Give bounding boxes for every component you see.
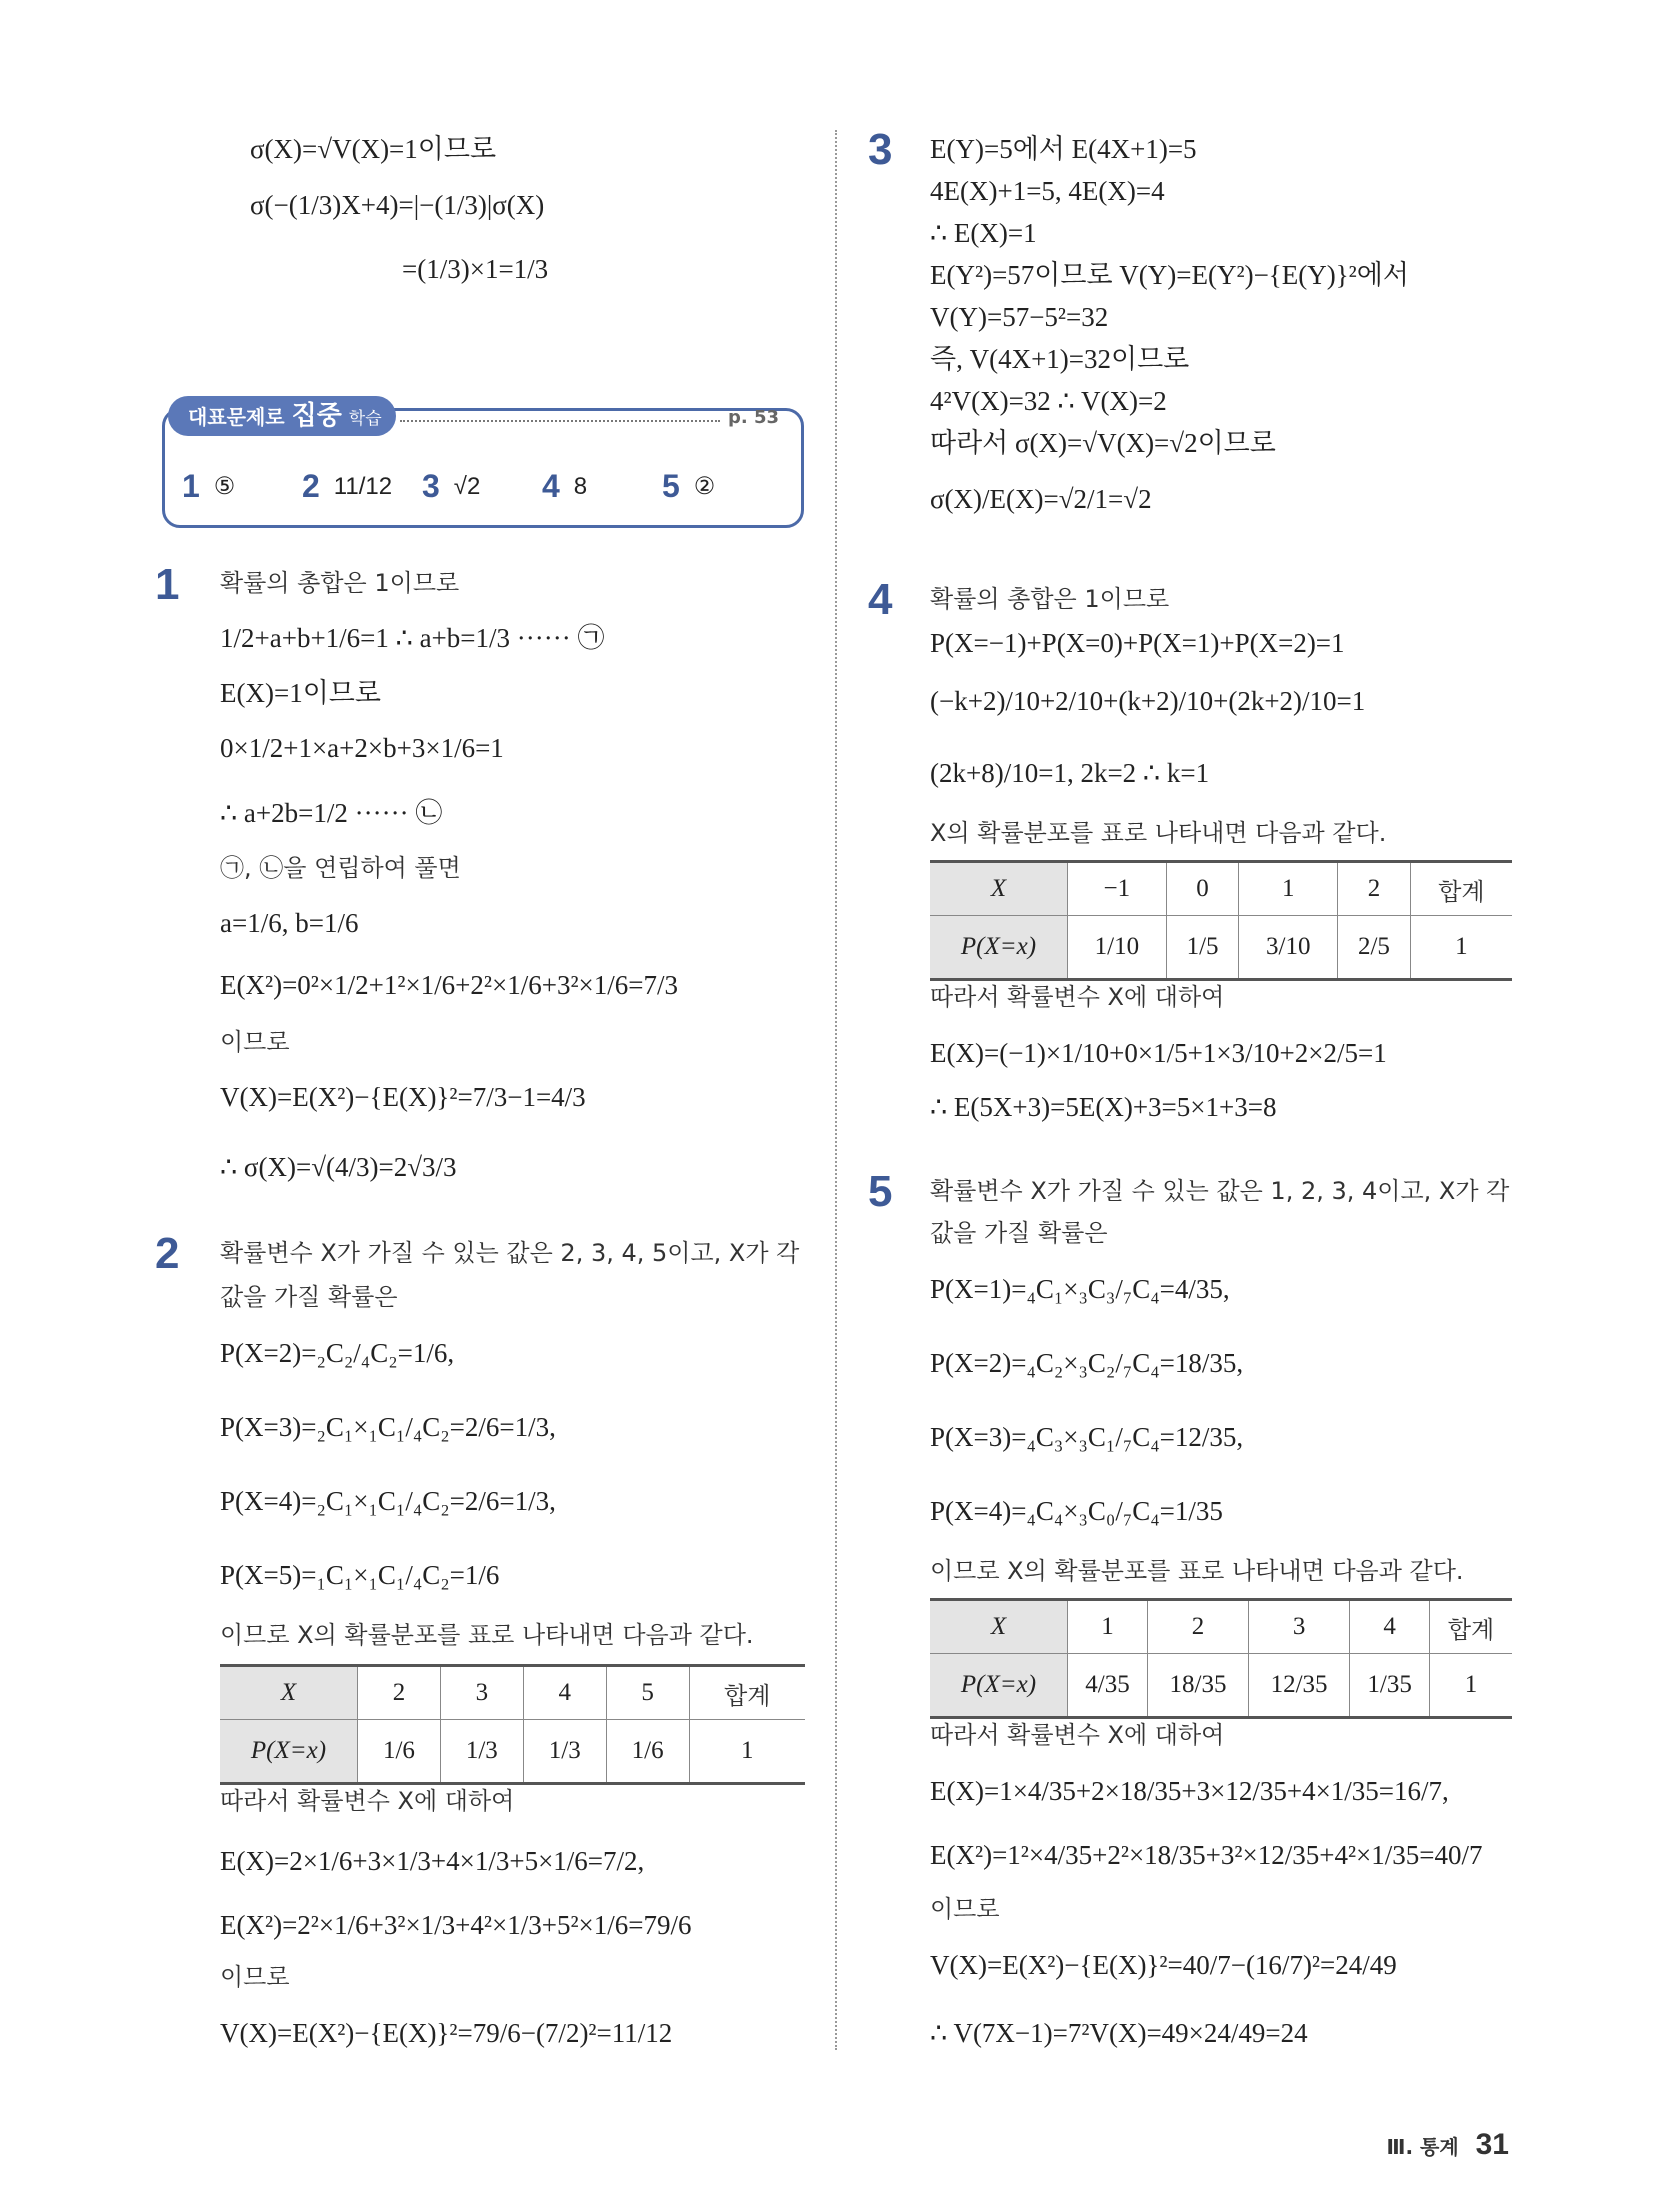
text-line: P(X=−1)+P(X=0)+P(X=1)+P(X=2)=1 xyxy=(930,628,1345,658)
text-line: 4²V(X)=32 ∴ V(X)=2 xyxy=(930,386,1167,416)
table-header-cell: 0 xyxy=(1166,862,1239,916)
text-line: 4E(X)+1=5, 4E(X)=4 xyxy=(930,176,1165,206)
table-cell: 1/10 xyxy=(1068,916,1167,980)
probability-table xyxy=(220,1664,805,1785)
text-line: ∴ a+2b=1/2 ······ ㉡ xyxy=(220,798,443,828)
column-divider xyxy=(835,130,837,2050)
answer-number: 1 xyxy=(182,468,200,504)
text-line: 이므로 xyxy=(930,1895,1000,1923)
table-header-cell: 2 xyxy=(1338,862,1411,916)
table-header-cell: 1 xyxy=(1068,1600,1148,1654)
answer-item xyxy=(662,468,715,505)
text-line: P(X=3)=₄C₃×₃C₁/₇C₄=12/35, xyxy=(930,1422,1244,1452)
table-cell: 1 xyxy=(1430,1654,1512,1718)
text-line: (2k+8)/10=1, 2k=2 ∴ k=1 xyxy=(930,758,1210,788)
text-line: 이므로 X의 확률분포를 표로 나타내면 다음과 같다. xyxy=(930,1557,1464,1585)
table-cell: 3/10 xyxy=(1239,916,1338,980)
table-header-cell: 4 xyxy=(523,1666,606,1720)
table-cell: 1/3 xyxy=(523,1720,606,1784)
text-line: σ(X)=√V(X)=1이므로 xyxy=(250,134,497,164)
text-line: E(Y²)=57이므로 V(Y)=E(Y²)−{E(Y)}²에서 xyxy=(930,260,1409,290)
problem-number: 2 xyxy=(155,1229,180,1278)
probability-table xyxy=(930,860,1512,981)
text-line: 이므로 X의 확률분포를 표로 나타내면 다음과 같다. xyxy=(220,1621,754,1649)
text-line: V(X)=E(X²)−{E(X)}²=7/3−1=4/3 xyxy=(220,1082,586,1112)
text-line: V(Y)=57−5²=32 xyxy=(930,302,1109,332)
table-header-cell: −1 xyxy=(1068,862,1167,916)
text-line: E(X²)=1²×4/35+2²×18/35+3²×12/35+4²×1/35=40/7 xyxy=(930,1840,1483,1870)
text-line: 따라서 σ(X)=√V(X)=√2이므로 xyxy=(930,428,1276,458)
table-cell: 12/35 xyxy=(1249,1654,1350,1718)
tag-emphasis: 집중 xyxy=(291,401,342,431)
text-line: (−k+2)/10+2/10+(k+2)/10+(2k+2)/10=1 xyxy=(930,686,1366,716)
tag-label: 대표문제로 xyxy=(188,405,285,429)
text-line: a=1/6, b=1/6 xyxy=(220,908,359,938)
table-cell: 1/35 xyxy=(1350,1654,1430,1718)
table-cell: 18/35 xyxy=(1147,1654,1248,1718)
text-line: 0×1/2+1×a+2×b+3×1/6=1 xyxy=(220,733,504,763)
text-line: E(Y)=5에서 E(4X+1)=5 xyxy=(930,134,1197,164)
answer-value: √2 xyxy=(453,472,481,500)
text-line: P(X=5)=₁C₁×₁C₁/₄C₂=1/6 xyxy=(220,1560,500,1590)
text-line: 따라서 확률변수 X에 대하여 xyxy=(930,983,1225,1011)
text-line: P(X=4)=₂C₁×₁C₁/₄C₂=2/6=1/3, xyxy=(220,1486,556,1516)
text-line: V(X)=E(X²)−{E(X)}²=40/7−(16/7)²=24/49 xyxy=(930,1950,1397,1980)
text-line: P(X=2)=₂C₂/₄C₂=1/6, xyxy=(220,1338,455,1368)
text-line: σ(X)/E(X)=√2/1=√2 xyxy=(930,484,1152,514)
text-line: 값을 가질 확률은 xyxy=(930,1219,1108,1247)
table-cell: 1/5 xyxy=(1166,916,1239,980)
table-header-cell: 합계 xyxy=(1430,1600,1512,1654)
table-header-cell: 3 xyxy=(1249,1600,1350,1654)
page-reference: p. 53 xyxy=(728,407,780,428)
text-line: 이므로 xyxy=(220,1963,290,1991)
problem-number: 3 xyxy=(868,125,893,174)
text-line: 확률의 총합은 1이므로 xyxy=(930,585,1170,613)
table-header-cell: 1 xyxy=(1239,862,1338,916)
table-cell: 1/6 xyxy=(358,1720,441,1784)
answer-number: 3 xyxy=(422,468,440,504)
text-line: E(X²)=0²×1/2+1²×1/6+2²×1/6+3²×1/6=7/3 xyxy=(220,970,678,1000)
summary-box-tag xyxy=(168,396,396,436)
table-cell: 1/3 xyxy=(440,1720,523,1784)
text-line: P(X=1)=₄C₁×₃C₃/₇C₄=4/35, xyxy=(930,1274,1230,1304)
answer-number: 4 xyxy=(542,468,560,504)
text-line: ㉠, ㉡을 연립하여 풀면 xyxy=(220,854,461,882)
text-line: 1/2+a+b+1/6=1 ∴ a+b=1/3 ······ ㉠ xyxy=(220,623,605,653)
answer-item xyxy=(422,468,480,505)
table-header-cell: X xyxy=(930,862,1068,916)
problem-number: 4 xyxy=(868,575,893,624)
problem-number: 1 xyxy=(155,560,180,609)
text-line: 따라서 확률변수 X에 대하여 xyxy=(930,1721,1225,1749)
text-line: ∴ V(7X−1)=7²V(X)=49×24/49=24 xyxy=(930,2018,1308,2048)
dotted-leader xyxy=(400,420,720,422)
answer-item xyxy=(182,468,235,505)
table-cell: P(X=x) xyxy=(220,1720,358,1784)
text-line: P(X=4)=₄C₄×₃C₀/₇C₄=1/35 xyxy=(930,1496,1223,1526)
text-line: 이므로 xyxy=(220,1028,290,1056)
table-header-cell: 3 xyxy=(440,1666,523,1720)
text-line: 확률변수 X가 가질 수 있는 값은 2, 3, 4, 5이고, X가 각 xyxy=(220,1239,800,1267)
table-header-cell: X xyxy=(220,1666,358,1720)
section-label: Ⅲ. 통계 xyxy=(1386,2135,1459,2159)
text-line: E(X)=1이므로 xyxy=(220,678,381,708)
table-cell: 1 xyxy=(1410,916,1512,980)
table-cell: 2/5 xyxy=(1338,916,1411,980)
probability-table xyxy=(930,1598,1512,1719)
text-line: P(X=3)=₂C₁×₁C₁/₄C₂=2/6=1/3, xyxy=(220,1412,556,1442)
answer-value: ② xyxy=(693,473,716,500)
text-line: σ(−(1/3)X+4)=|−(1/3)|σ(X) xyxy=(250,190,545,220)
table-header-cell: X xyxy=(930,1600,1068,1654)
problem-number: 5 xyxy=(868,1167,893,1216)
table-cell: 4/35 xyxy=(1068,1654,1148,1718)
text-line: E(X)=2×1/6+3×1/3+4×1/3+5×1/6=7/2, xyxy=(220,1846,645,1876)
text-line: X의 확률분포를 표로 나타내면 다음과 같다. xyxy=(930,819,1387,847)
text-line: ∴ σ(X)=√(4/3)=2√3/3 xyxy=(220,1152,457,1182)
answer-number: 5 xyxy=(662,468,680,504)
text-line: E(X²)=2²×1/6+3²×1/3+4²×1/3+5²×1/6=79/6 xyxy=(220,1910,692,1940)
table-header-cell: 2 xyxy=(358,1666,441,1720)
text-line: 따라서 확률변수 X에 대하여 xyxy=(220,1787,515,1815)
table-cell: 1/6 xyxy=(606,1720,689,1784)
answer-value: ⑤ xyxy=(213,473,236,500)
table-cell: 1 xyxy=(689,1720,805,1784)
tag-suffix: 학습 xyxy=(348,409,382,429)
answer-item xyxy=(542,468,587,505)
text-line: E(X)=(−1)×1/10+0×1/5+1×3/10+2×2/5=1 xyxy=(930,1038,1387,1068)
table-header-cell: 합계 xyxy=(1410,862,1512,916)
table-header-cell: 4 xyxy=(1350,1600,1430,1654)
text-line: V(X)=E(X²)−{E(X)}²=79/6−(7/2)²=11/12 xyxy=(220,2018,673,2048)
table-cell: P(X=x) xyxy=(930,1654,1068,1718)
answer-number: 2 xyxy=(302,468,320,504)
text-line: 확률의 총합은 1이므로 xyxy=(220,569,460,597)
text-line: ∴ E(X)=1 xyxy=(930,218,1037,248)
text-line: 값을 가질 확률은 xyxy=(220,1283,398,1311)
page-number: 31 xyxy=(1475,2128,1509,2161)
text-line: ∴ E(5X+3)=5E(X)+3=5×1+3=8 xyxy=(930,1092,1277,1122)
answer-value: 11/12 xyxy=(333,472,393,500)
text-line: 확률변수 X가 가질 수 있는 값은 1, 2, 3, 4이고, X가 각 xyxy=(930,1177,1510,1205)
text-line: P(X=2)=₄C₂×₃C₂/₇C₄=18/35, xyxy=(930,1348,1244,1378)
text-line: E(X)=1×4/35+2×18/35+3×12/35+4×1/35=16/7, xyxy=(930,1776,1449,1806)
table-cell: P(X=x) xyxy=(930,916,1068,980)
table-header-cell: 5 xyxy=(606,1666,689,1720)
text-line: 즉, V(4X+1)=32이므로 xyxy=(930,344,1190,374)
answer-value: 8 xyxy=(573,472,588,500)
table-header-cell: 2 xyxy=(1147,1600,1248,1654)
text-line: =(1/3)×1=1/3 xyxy=(402,254,549,284)
table-header-cell: 합계 xyxy=(689,1666,805,1720)
page-footer xyxy=(1387,2128,1509,2162)
answer-item xyxy=(302,468,392,505)
